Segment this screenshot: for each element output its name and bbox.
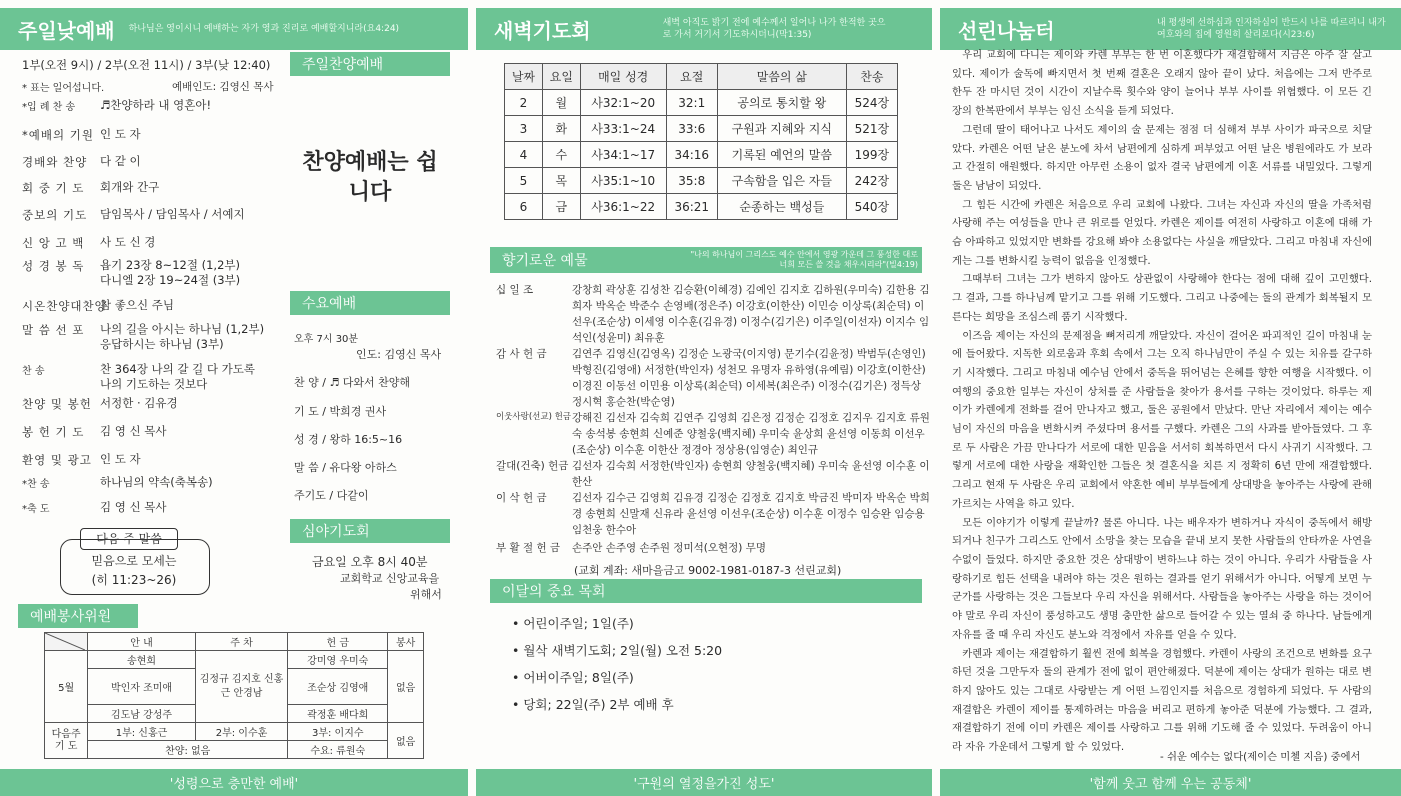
- order-row: [22, 235, 155, 251]
- dawn-table-cell: 3: [505, 116, 543, 142]
- dawn-table-cell: 사33:1~24: [580, 116, 666, 142]
- dawn-table-cell: 36:21: [666, 194, 717, 220]
- vol-head-guide: 안 내: [88, 633, 196, 651]
- order-key: *예배의 기원: [22, 128, 94, 142]
- order-row: [22, 396, 178, 412]
- order-value-line: 사 도 신 경: [100, 235, 156, 249]
- dawn-table-cell: 공의로 통치할 왕: [717, 90, 846, 116]
- offering-title: 향기로운 예물: [502, 253, 588, 269]
- order-value: [100, 258, 240, 288]
- order-value-line: 인 도 자: [100, 127, 141, 141]
- order-key: 중보의 기도: [22, 208, 88, 222]
- dawn-table-cell: 기록된 예언의 말씀: [717, 142, 846, 168]
- dawn-table-header: 날짜: [505, 64, 543, 90]
- night-place-2: 위해서: [410, 588, 442, 601]
- order-key: *축 도: [22, 504, 50, 515]
- dawn-table-cell: 사36:1~22: [580, 194, 666, 220]
- bullet-icon: •: [512, 670, 524, 685]
- order-key: 경배와 찬양: [22, 155, 88, 169]
- vol-wed: 수요: 류원숙: [288, 741, 388, 759]
- vol-next-service: 없음: [388, 723, 424, 759]
- offering-type: 감 사 헌 금: [496, 348, 547, 360]
- order-value: [100, 235, 155, 251]
- order-row: [22, 154, 141, 170]
- offering-verse: "나의 하나님이 그리스도 예수 안에서 영광 가운데 그 풍성한 대로 너희 모든 쓸 것을 채우시리라"(빌4:19): [690, 250, 918, 269]
- dawn-table-header: 요일: [542, 64, 580, 90]
- sunday-verse: 하나님은 영이시니 예배하는 자가 영과 진리로 예배할지니라(요4:24): [128, 24, 400, 34]
- order-key: 신 앙 고 백: [22, 236, 85, 250]
- offering-type: 부 활 절 헌 금: [496, 542, 561, 554]
- event-item: [512, 641, 722, 659]
- order-row: [22, 452, 141, 468]
- dawn-table-cell: 4: [505, 142, 543, 168]
- sharing-verse: 내 평생에 선하심과 인자하심이 반드시 나를 따르리니 내가 여호와의 집에 영원히 살리로다(시23:6): [1157, 18, 1386, 40]
- offering-names: 김선자 김수근 김영희 김유경 김정순 김정호 김지호 박금진 박미자 박옥순 박희경 송현희 신말재 신유라 윤선영 이선우(조순상) 이수훈 이정수 임승완 임승용 임천웅 한수아: [572, 492, 930, 536]
- order-row: [22, 207, 245, 223]
- wed-item-prayer: 기 도 / 박희경 권사: [294, 405, 387, 418]
- vol-offering-3: 곽정훈 배다희: [288, 705, 388, 723]
- next-word-title: 믿음으로 모세는: [91, 554, 177, 568]
- essay-paragraph: 그런데 딸이 태어나고 나서도 제이의 술 문제는 점점 더 심해져 부부 사이가 파국으로 치달았다. 카렌은 어떤 날은 분노에 차서 남편에게 심하게 퍼부었고 어떤 날은 병원에라도 가 보라고 간절히 애원했다. 하지만 아무런 소용이 없자 결국 남편에게 이혼 서류를 내밀었다. 그렇게 둘은 남남이 되었다.: [952, 123, 1372, 192]
- order-row: [22, 424, 167, 440]
- event-item: [512, 695, 674, 713]
- dawn-table-header: 말씀의 삶: [717, 64, 846, 90]
- wed-item-praise: 찬 양 / ♬ 다와서 찬양해: [294, 376, 411, 389]
- vol-head-offering: 헌 금: [288, 633, 388, 651]
- event-text: 월삭 새벽기도회; 2일(월) 오전 5:20: [523, 643, 723, 658]
- dawn-table-header: 찬송: [846, 64, 897, 90]
- vol-offering-2: 조순상 김영애: [288, 669, 388, 705]
- dawn-table-cell: 구속함을 입은 자들: [717, 168, 846, 194]
- wed-item-lordsprayer: 주기도 / 다같이: [294, 489, 369, 502]
- dawn-table-cell: 521장: [846, 116, 897, 142]
- essay-paragraph: 카렌과 제이는 재결합하기 훨씬 전에 회복을 경험했다. 카렌이 사랑의 조건으로 변화를 요구하던 것을 그만두자 둘의 관계가 전에 없이 편안해졌다. 덕분에 제이는 상대가 원하는 대로 변하지 않아도 있는 그대로 사랑받는 게 어떤 느낌인지를 처음으로 경험하게 되었다. 두 사람의 재결합은 카렌이 제이를 통제하려는 마음을 버리고 편하게 놓아준 덕분에 가능했다. 그 결과, 재결합하기 전에 이미 카렌은 제이를 사랑하고 그를 위해 기도해 줄 수 있었다. 두려움이 아니라 자유 가운데서 그렇게 할 수 있었다.: [952, 647, 1372, 754]
- order-value-line: 하나님의 약속(축복송): [100, 475, 213, 489]
- offering-type: 십 일 조: [496, 284, 534, 296]
- order-value-line: 인 도 자: [100, 452, 141, 466]
- essay-paragraph: 우리 교회에 다니는 제이와 카렌 부부는 한 번 이혼했다가 재결합해서 지금은 아주 잘 살고 있다. 제이가 술독에 빠지면서 첫 번째 결혼은 오래지 않아 끝이 났다. 처음에는 그저 반주로 한두 잔 마시던 것이 시간이 지날수록 횟수와 양이 늘어나 부부 사이를 위협했다. 이 모든 긴 장의 한복판에서 부부는 임신 소식을 듣게 되었다.: [952, 49, 1372, 118]
- offering-names: 김연주 김영신(김영옥) 김정순 노광국(이지영) 문기수(김윤정) 박범두(손영인) 박형진(김영애) 서정한(박인자) 성천모 유명자 유하영(유예림) 이강호(이한산) 이경진 이동선 이민용 이상록(최순덕) 이세복(최은주) 이정수(김기은) 정득상 정시혁 홍순찬(박순영): [572, 348, 926, 408]
- footer-left: '성령으로 충만한 예배': [0, 769, 468, 796]
- vol-guide-2: 박인자 조미애: [88, 669, 196, 705]
- footer-right: '함께 웃고 함께 우는 공동체': [940, 769, 1401, 796]
- dawn-table-cell: 월: [542, 90, 580, 116]
- order-key: 봉 헌 기 도: [22, 425, 85, 439]
- dawn-table-cell: 구원과 지혜와 지식: [717, 116, 846, 142]
- sharing-title: 선린나눔터: [958, 18, 1055, 43]
- order-row: [22, 298, 174, 314]
- dawn-table-cell: 금: [542, 194, 580, 220]
- vol-next-prayer: 다음주 기 도: [45, 723, 88, 759]
- order-value: [100, 396, 178, 412]
- event-text: 어린이주일; 1일(주): [523, 616, 634, 631]
- worship-leader: 예배인도: 김영신 목사: [172, 81, 274, 93]
- volunteer-table: [44, 632, 424, 759]
- order-row: [22, 98, 211, 113]
- order-value: [100, 180, 159, 196]
- order-key: 성 경 봉 독: [22, 259, 85, 273]
- order-key: *입 례 찬 송: [22, 102, 76, 113]
- order-value-line: 담임목사 / 담임목사 / 서예지: [100, 207, 245, 221]
- church-account: (교회 계좌: 새마을금고 9002-1981-0187-3 선린교회): [574, 564, 842, 577]
- offering-row: [496, 346, 930, 410]
- order-key: 찬양 및 봉헌: [22, 397, 92, 411]
- order-value-line: 찬 364장 나의 갈 길 다 가도록: [100, 362, 255, 376]
- corner-cell: [45, 633, 88, 651]
- vol-p2: 2부: 이수훈: [195, 723, 287, 741]
- bullet-icon: •: [512, 616, 524, 631]
- dawn-table-cell: 5: [505, 168, 543, 194]
- order-value-line: 나의 길을 아시는 하나님 (1,2부): [100, 322, 265, 336]
- night-time: 금요일 오후 8시 40분: [312, 555, 428, 569]
- dawn-table-cell: 540장: [846, 194, 897, 220]
- vol-praise: 찬양: 없음: [88, 741, 288, 759]
- order-value: [100, 424, 167, 440]
- order-row: [22, 500, 167, 515]
- vol-p3: 3부: 이지수: [288, 723, 388, 741]
- night-title: 심야기도회: [290, 519, 450, 543]
- dawn-header: [476, 8, 932, 50]
- order-value: [100, 207, 245, 223]
- offering-names: 강창희 곽상훈 김성찬 김승환(이혜경) 김예인 김지호 김하원(우미숙) 김한용 김희자 박옥순 박준수 손영배(정은주) 이강호(이한산) 이민승 이상록(최순덕) 이선우(조순상) 이세영 이수훈(김유경) 이정수(김기은) 이주일(이선자) 이지수 임석인(성윤미) 최유훈: [572, 284, 930, 344]
- offering-type: 이웃사랑(선교) 헌금: [496, 412, 572, 422]
- order-value: [100, 475, 213, 490]
- essay-paragraph: 그 힘든 시간에 카렌은 처음으로 우리 교회에 나왔다. 그녀는 자신과 자신의 딸을 가족처럼 사랑해 주는 여성들을 만나 큰 위로를 얻었다. 카렌은 제이를 여전히 사랑하고 이혼에 대해 가슴 아파하고 있었지만 변화를 강요해 봐야 소용없다는 사실을 깨달았다. 그리고 마침내 자신에게는 그를 변화시킬 능력이 없음을 인정했다.: [952, 198, 1372, 267]
- order-row: [22, 127, 141, 143]
- dawn-table-cell: 사35:1~10: [580, 168, 666, 194]
- dawn-table-cell: 사32:1~20: [580, 90, 666, 116]
- table-row: [505, 142, 898, 168]
- dawn-title: 새벽기도회: [494, 18, 591, 43]
- offering-row: [496, 540, 930, 556]
- event-item: [512, 668, 634, 686]
- table-row: [505, 90, 898, 116]
- dawn-table-cell: 199장: [846, 142, 897, 168]
- offering-header: [490, 247, 922, 273]
- wed-item-sermon: 말 씀 / 유다왕 아하스: [294, 461, 397, 474]
- night-place: 교회학교 신앙교육을: [340, 572, 440, 585]
- dawn-table-cell: 35:8: [666, 168, 717, 194]
- dawn-table-cell: 목: [542, 168, 580, 194]
- sharing-header: [940, 8, 1401, 50]
- wed-leader: 인도: 김영신 목사: [356, 348, 442, 361]
- order-key: 환영 및 광고: [22, 453, 92, 467]
- order-value: [100, 500, 167, 515]
- dawn-verse: 새벽 아직도 밝기 전에 예수께서 일어나 나가 한적한 곳으로 가서 거기서 기도하시더니(막1:35): [662, 18, 886, 40]
- dawn-table-cell: 화: [542, 116, 580, 142]
- vol-month: 5월: [45, 651, 88, 723]
- event-text: 당회; 22일(주) 2부 예배 후: [523, 697, 674, 712]
- dawn-table: [504, 63, 898, 220]
- offering-row: [496, 490, 930, 538]
- order-value: [100, 298, 174, 314]
- order-value-line: 참 좋으신 주님: [100, 298, 174, 312]
- order-value: [100, 127, 141, 143]
- order-value: [100, 322, 264, 352]
- order-key: *찬 송: [22, 479, 50, 490]
- vol-head-parking: 주 차: [195, 633, 287, 651]
- dawn-table-cell: 524장: [846, 90, 897, 116]
- next-word-ref: (히 11:23~26): [91, 573, 177, 587]
- vol-offering-1: 강미영 우미숙: [288, 651, 388, 669]
- wed-title: 수요예배: [290, 291, 450, 315]
- wed-item-bible: 성 경 / 왕하 16:5~16: [294, 433, 403, 446]
- order-value: [100, 452, 141, 468]
- order-value-line: 다니엘 2장 19~24절 (3부): [100, 273, 241, 287]
- vol-guide-1: 송현희: [88, 651, 196, 669]
- order-key: 찬 송: [22, 366, 45, 377]
- footer-middle: '구원의 열정을가진 성도': [476, 769, 932, 796]
- sunday-header: [0, 8, 468, 50]
- order-row: [22, 322, 264, 352]
- essay: [952, 46, 1372, 757]
- essay-paragraph: 그때부터 그녀는 그가 변하지 않아도 상관없이 사랑해야 한다는 점에 대해 깊이 고민했다. 그 결과, 그를 하나님께 맡기고 그를 위해 기도했다. 그리고 나중에는 둘의 관계가 회복될지 모른다는 희망을 조심스레 품기 시작했다.: [952, 273, 1372, 323]
- order-value-line: 다 같 이: [100, 154, 141, 168]
- dawn-table-cell: 242장: [846, 168, 897, 194]
- next-word-label: 다음 주 말씀: [80, 528, 178, 550]
- offering-type: 이 삭 헌 금: [496, 492, 547, 504]
- order-value: [100, 98, 211, 113]
- offering-row: [496, 410, 930, 458]
- service-times: 1부(오전 9시) / 2부(오전 11시) / 3부(낮 12:40): [22, 58, 271, 72]
- dawn-table-cell: 6: [505, 194, 543, 220]
- praise-title: 주일찬양예배: [290, 52, 450, 76]
- essay-source: - 쉬운 예수는 없다(제이슨 미첼 지음) 중에서: [1160, 751, 1361, 763]
- vol-service: 없음: [388, 651, 424, 723]
- vol-head-service: 봉사: [388, 633, 424, 651]
- bullet-icon: •: [512, 643, 524, 658]
- dawn-table-cell: 33:6: [666, 116, 717, 142]
- order-key: 시온찬양대찬양: [22, 299, 107, 313]
- offering-type: 갈대(건축) 헌금: [496, 460, 569, 472]
- offering-names: 강해진 김선자 김숙희 김연주 김영희 김은정 김정순 김정호 김지우 김지호 류원숙 송석봉 송현희 신예준 양철웅(백지혜) 우미숙 윤상희 윤선영 이동희 이선우(조순상) 이수훈 이한산 정경아 정상용(임영순) 최인규: [572, 412, 930, 456]
- order-row: [22, 258, 240, 288]
- order-value-line: 서정한 · 김유경: [100, 396, 178, 410]
- order-key: 말 씀 선 포: [22, 323, 85, 337]
- sunday-title: 주일낮예배: [18, 18, 115, 43]
- order-value-line: 김 영 신 목사: [100, 424, 167, 438]
- dawn-table-cell: 2: [505, 90, 543, 116]
- essay-paragraph: 모든 이야기가 이렇게 끝날까? 물론 아니다. 나는 배우자가 변하거나 자식이 중독에서 해방되거나 친구가 그리스도 안에서 소망을 찾는 모습을 끝내 보지 못한 사람들의 안타까운 사연을 수없이 들었다. 하지만 중요한 것은 상대방이 변하느냐 하는 것이 아니다. 우리가 사람들을 사랑하기로 힘든 선택을 내려야 하는 것은 원하는 결과를 얻기 위해서가 아니다. 어떻게 보면 누군가를 사랑하는 것은 그들보다 우리 자신을 위해서다. 사람들을 놓아주는 사랑을 하는 것이어야 말로 우리 자신이 풍성하고도 생명 충만한 삶으로 들어갈 수 있는 열쇠 중 하나다. 남들에게 자유를 줄 때 우리 자신도 분노와 걱정에서 자유를 얻을 수 있다.: [952, 516, 1372, 641]
- vol-guide-3: 김도남 강성주: [88, 705, 196, 723]
- order-value: [100, 362, 255, 392]
- dawn-table-cell: 수: [542, 142, 580, 168]
- order-key: 회 중 기 도: [22, 181, 85, 195]
- order-row: [22, 362, 255, 392]
- table-row: [505, 116, 898, 142]
- offering-names: 김선자 김숙희 서정한(박인자) 송현희 양철웅(백지혜) 우미숙 윤선영 이수훈 이한산: [572, 460, 930, 488]
- dawn-table-cell: 순종하는 백성들: [717, 194, 846, 220]
- order-value-line: 회개와 간구: [100, 180, 160, 194]
- dawn-table-cell: 34:16: [666, 142, 717, 168]
- event-item: [512, 614, 634, 632]
- vol-p1: 1부: 신홍근: [88, 723, 196, 741]
- dawn-table-cell: 사34:1~17: [580, 142, 666, 168]
- wed-time: 오후 7시 30분: [294, 334, 359, 345]
- table-row: [505, 194, 898, 220]
- offering-names: 손주안 손주영 손주원 정미석(오현정) 무명: [572, 542, 766, 554]
- offering-row: [496, 458, 930, 490]
- order-row: [22, 180, 159, 196]
- order-value-line: ♬찬양하라 내 영혼아!: [100, 98, 212, 112]
- volunteer-title: 예배봉사위원: [18, 604, 138, 628]
- stand-note: * 표는 일어섭니다.: [22, 83, 105, 94]
- table-row: [505, 168, 898, 194]
- dawn-table-header: 매일 성경: [580, 64, 666, 90]
- order-value-line: 응답하시는 하나님 (3부): [100, 337, 224, 351]
- vol-parking: 김정규 김지호 신홍근 안경남: [195, 651, 287, 723]
- bullet-icon: •: [512, 697, 524, 712]
- order-row: [22, 475, 213, 490]
- essay-paragraph: 이즈음 제이는 자신의 문제점을 뼈저리게 깨달았다. 자신이 걸어온 파괴적인 길이 마침내 눈에 들어왔다. 지독한 외로움과 후회 속에서 그는 오직 하나님만이 주실 수 있는 치유를 갈구하기 시작했다. 그리고 마침내 예수님 안에서 중독을 뛰어넘는 은혜를 향한 여행을 시작했다. 이 여행의 중요한 일부는 자신이 상처를 준 사람들을 찾아가 용서를 구하는 것이었다. 하루는 제이가 카렌에게 전화를 걸어 만나자고 했고, 둘은 공원에서 만났다. 만난 자리에서 제이는 예수님이 자신의 마음을 변화시켜 주셨다며 용서를 구했다. 카렌은 그의 사과를 받아들였다. 그 후로 두 사람은 가끔 만나다가 서로에 대한 믿음을 서서히 회복하면서 다시 사귀기 시작했다. 그렇게 서로에 대한 사랑을 재확인한 그들은 첫 결혼식을 치른 지 정확히 6년 만에 재결합했다. 그리고 현재 두 사람은 우리 교회에서 약혼한 예비 부부들에게 상대방을 놓아주는 사랑에 관해 가르치는 사역을 하고 있다.: [952, 329, 1372, 510]
- order-value-line: 김 영 신 목사: [100, 500, 167, 514]
- dawn-table-header: 요절: [666, 64, 717, 90]
- praise-notice: 찬양예배는 쉽니다: [302, 150, 438, 205]
- event-text: 어버이주일; 8일(주): [523, 670, 634, 685]
- order-value: [100, 154, 141, 170]
- offering-row: [496, 282, 930, 346]
- events-title: 이달의 중요 목회: [490, 579, 922, 603]
- dawn-table-cell: 32:1: [666, 90, 717, 116]
- order-value-line: 욥기 23장 8~12절 (1,2부): [100, 258, 240, 272]
- order-value-line: 나의 기도하는 것보다: [100, 377, 208, 391]
